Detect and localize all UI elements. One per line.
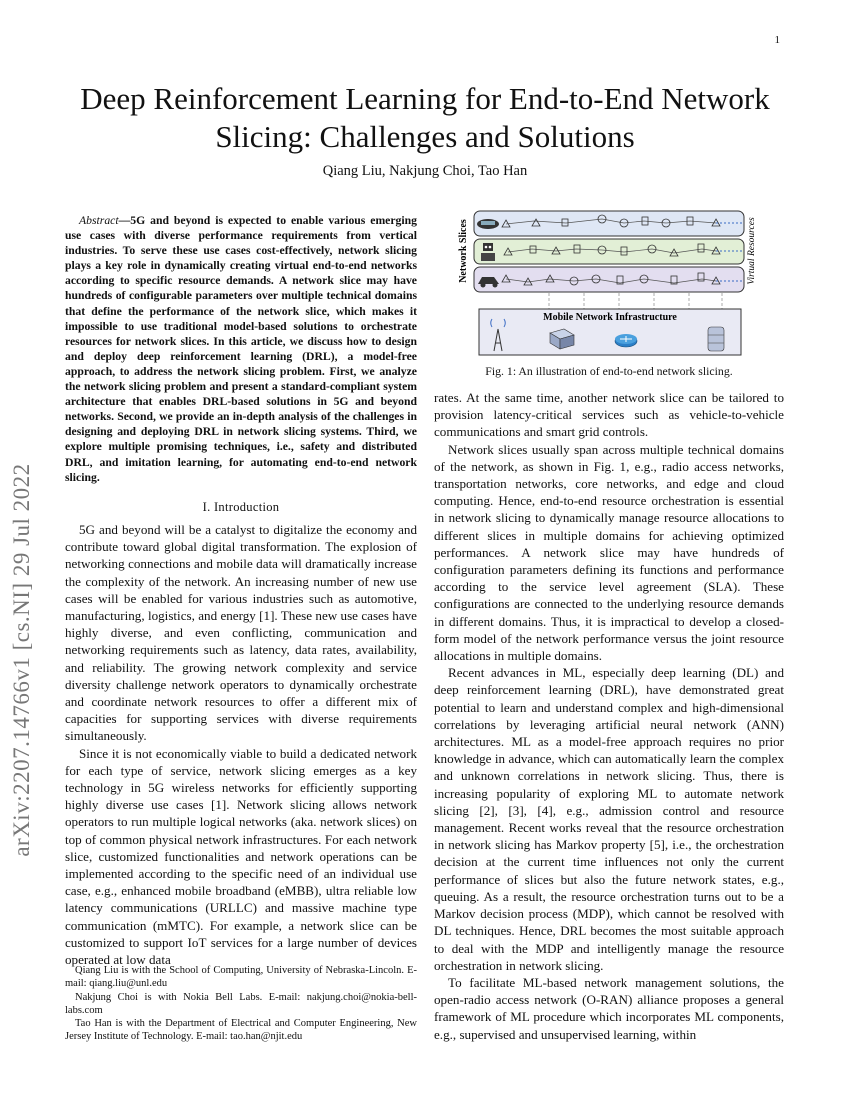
paper-title: Deep Reinforcement Learning for End-to-End Network Slicing: Challenges and Solutions bbox=[80, 81, 770, 154]
headset-icon bbox=[477, 219, 499, 229]
domain-dashed-lines bbox=[549, 293, 722, 309]
paragraph: 5G and beyond will be a catalyst to digitalize the economy and contribute toward global digital transformation. The explosion of networking connections and mobile data will dramatically increase the complexity of the network. An increasing number of new use cases will be enabled for various industries such as automotive, manufacturing, logistics, and energy [1]. These new use cases have highly diverse, and even conflicting, communication and networking requirements such as latency, data rates, availability, and reliability. The growing network complexity and service diversity challenge network operators to dynamically orchestrate and coordinate network resources to offer a different mix of capacities for supporting services with diverse requirements simultaneously. bbox=[65, 522, 417, 744]
abstract-text: —5G and beyond is expected to enable various emerging use cases with diverse performance requirements from vertical industries. To serve these use cases cost-effectively, network slicing plays a key role in dynamically creating virtual end-to-end networks according to specific resource demands. A network slice may have hundreds of configurable parameters over multiple technical domains that define the performance of the network slice, which makes it impossible to use traditional model-based solutions to orchestrate resources for network slices. In this article, we discuss how to design and deploy deep reinforcement learning (DRL), a model-free approach, to address the network slicing problem. First, we analyze the network slicing problem and present a standard-compliant system architecture that enables DRL-based solutions in 5G and beyond networks. Second, we provide an in-depth analysis of the challenges in designing and deploying DRL in network slicing systems. Third, we explore multiple promising techniques, i.e., safety and distributed DRL, and imitation learning, for automating end-to-end network slicing. bbox=[65, 214, 417, 484]
infrastructure-label: Mobile Network Infrastructure bbox=[543, 312, 677, 323]
figure-caption: Fig. 1: An illustration of end-to-end network slicing. bbox=[485, 364, 733, 378]
abstract bbox=[65, 213, 417, 485]
paragraph: To facilitate ML-based network management solutions, the open-radio access network (O-RAN) alliance proposes a general framework of ML procedure which incorporates ML components, e.g., supervised and unsupervised learning, within bbox=[434, 974, 784, 1042]
paragraph: rates. At the same time, another network slice can be tailored to provision latency-critical services such as vehicle-to-vehicle communications and smart grid controls. bbox=[434, 390, 784, 440]
page-number: 1 bbox=[774, 34, 780, 46]
right-column-body bbox=[434, 389, 784, 1043]
server-rack-icon bbox=[708, 327, 724, 351]
footnote: Tao Han is with the Department of Electrical and Computer Engineering, New Jersey Institute of Technology. E-mail: tao.han@njit.edu bbox=[65, 1018, 417, 1043]
figure-network-slicing bbox=[454, 209, 774, 359]
arxiv-stamp-text: arXiv:2207.14766v1 [cs.NI] 29 Jul 2022 bbox=[9, 463, 34, 857]
virtual-resources-label: Virtual Resources bbox=[747, 217, 757, 285]
footnote: Qiang Liu is with the School of Computing, University of Nebraska-Lincoln. E-mail: qiang.liu@unl.edu bbox=[65, 965, 417, 990]
abstract-label: Abstract bbox=[79, 214, 119, 227]
section-heading: I. Introduction bbox=[202, 500, 280, 514]
paragraph: Recent advances in ML, especially deep learning (DL) and deep reinforcement learning (DRL), have demonstrated great potential to learn and understand complex and high-dimensional correlations by leveraging artificial neural network (ANN) architectures. ML as a model-free approach requires no prior knowledge in advance, which can automatically learn the complex and unknown correlations in network slicing. Thus, there is increasing popularity of exploring ML to automate network slicing [2], [3], [4], e.g., admission control and resource management. Recent works reveal that the resource orchestration in network slicing has Markov property [5], i.e., the orchestration decision at the current time influences not only the current performance of slices but also the future network states, e.g., queuing. As a result, the resource orchestration turns out to be a Markov decision process (MDP), which cannot be resolved with DL techniques. Hence, DRL becomes the most suitable approach to deal with the MDP and intelligently manage the resource orchestration in network slicing. bbox=[434, 665, 784, 973]
slice-row-top bbox=[474, 211, 744, 236]
network-slices-label: Network Slices bbox=[458, 219, 469, 283]
paragraph: Network slices usually span across multiple technical domains of the network, as shown in Fig. 1, e.g., radio access networks, transportation networks, core networks, and edge and cloud computing. Hence, end-to-end resource orchestration is essential in network slicing to dynamically manage resource allocations to different slices in multiple domains for achieving optimized performances. A network slice may have hundreds of configuration parameters defining its functions and performance according to the service level agreement (SLA). These configurations are connected to the underlying resource demands in different domains. Thus, it is impractical to develop a closed-form model of the network performance versus the joint resource allocations in multiple domains. bbox=[434, 441, 784, 664]
footnotes bbox=[65, 964, 417, 1044]
footnote: Nakjung Choi is with Nokia Bell Labs. E-mail: nakjung.choi@nokia-bell-labs.com bbox=[65, 991, 417, 1016]
author-list: Qiang Liu, Nakjung Choi, Tao Han bbox=[322, 163, 528, 179]
router-icon bbox=[615, 334, 637, 347]
left-column-body bbox=[65, 521, 417, 968]
paragraph: Since it is not economically viable to build a dedicated network for each type of service, network slicing emerges as a key technology in 5G wireless networks for efficiently supporting highly diverse use cases [1]. Network slicing allows network operators to run multiple logical networks (aka. network slices) on top of common physical network infrastructures. For each network slice, customized functionalities and network operations can be implemented according to the specific need of an individual use case, e.g., enhanced mobile broadband (eMBB), ultra reliable low latency communications (URLLC) and massive machine type communication (mMTC). For example, a network slice can be customized to support IoT services for a large number of devices operated at low data bbox=[65, 745, 417, 968]
